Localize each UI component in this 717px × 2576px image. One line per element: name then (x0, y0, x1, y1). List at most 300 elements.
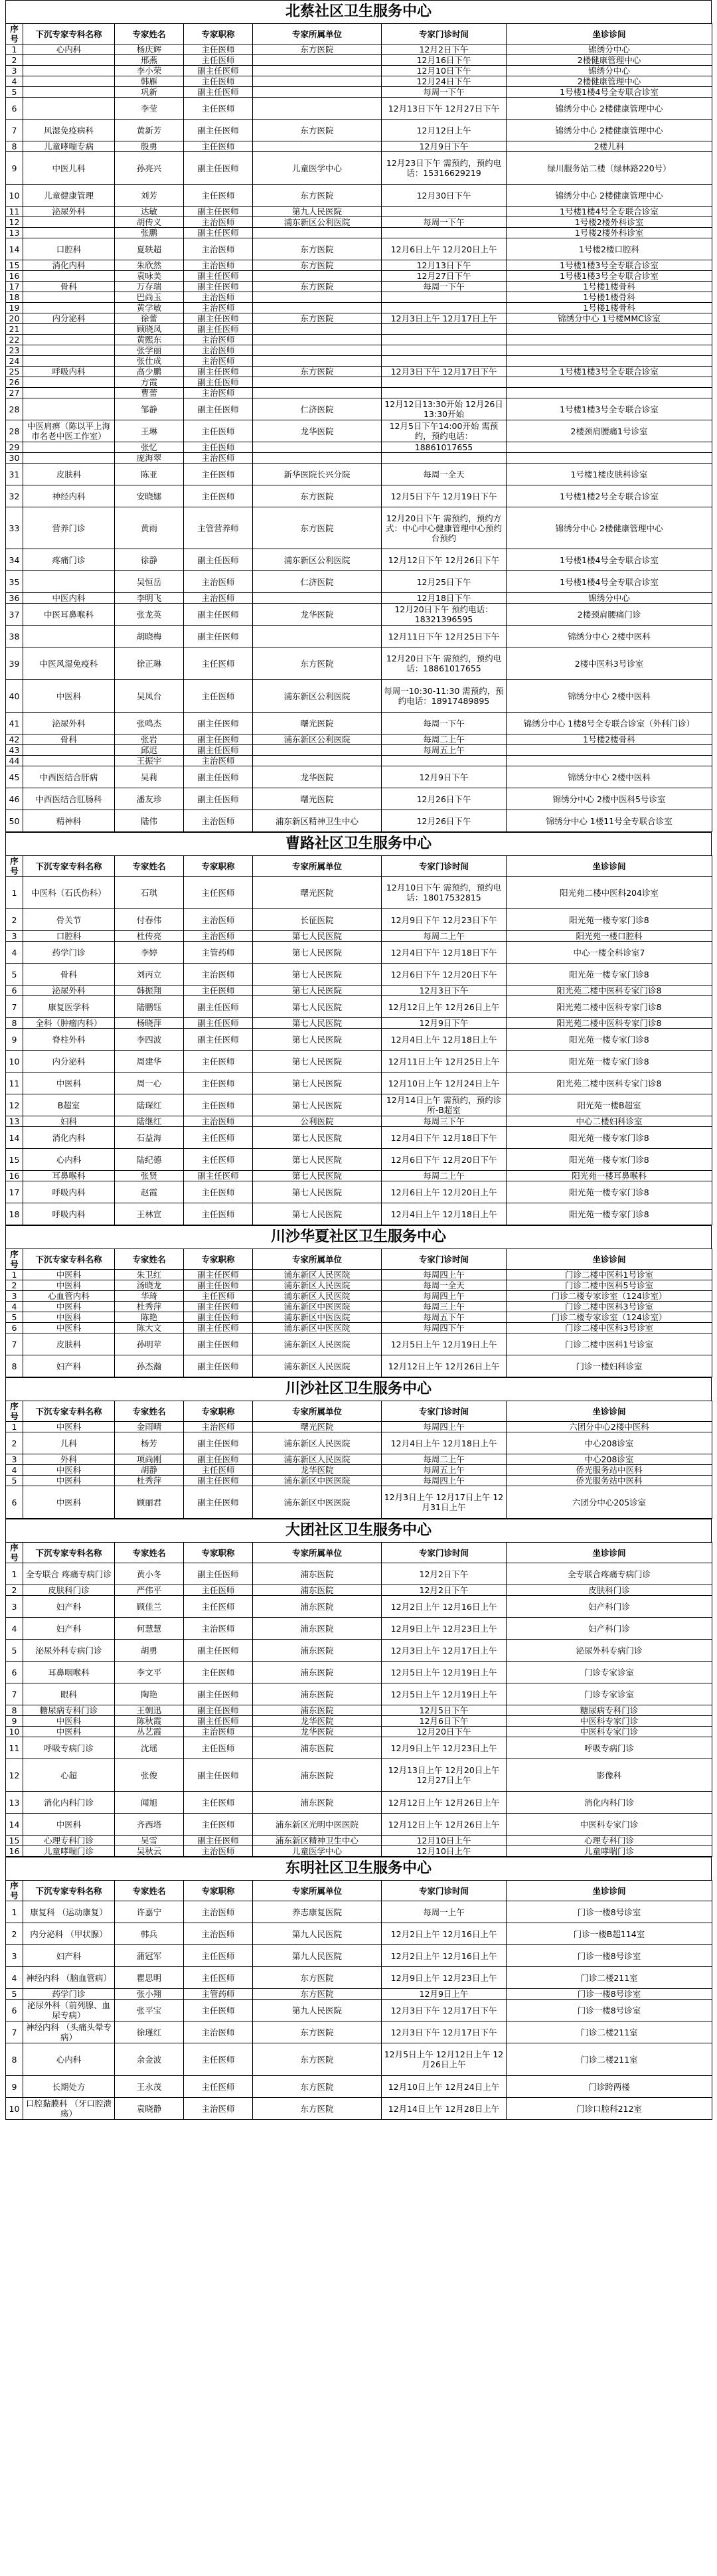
table-row (6, 464, 712, 485)
table-cell: 何慧慧 (115, 1618, 184, 1640)
table-cell: 门诊二楼211室 (507, 2043, 712, 2076)
table-cell: 每周五上午 (382, 745, 507, 756)
table-row (6, 986, 712, 996)
table-cell: 心理专科门诊 (23, 1836, 115, 1846)
table-cell: 12月9日下午 (382, 141, 507, 152)
table-cell: 1 (6, 44, 23, 55)
table-cell: 12月6日下午 (382, 1716, 507, 1727)
table-cell: 每周三下午 (382, 1116, 507, 1127)
table-cell: 锦绣分中心 (507, 593, 712, 604)
table-cell: 华琦 (115, 1291, 184, 1302)
table-row (6, 1476, 712, 1486)
table-cell: 42 (6, 734, 23, 745)
table-cell: 1号楼2楼外科诊室 (507, 228, 712, 238)
table-cell: 12月14日上午 需预约，预约诊所-B超室 (382, 1094, 507, 1116)
table-row (6, 1945, 712, 1967)
table-cell: 浦东新区精神卫生中心 (253, 1836, 382, 1846)
table-cell: 韩振翔 (115, 986, 184, 996)
table-cell: 8 (6, 2043, 23, 2076)
table-cell: 康复科 （运动康复） (23, 1901, 115, 1923)
table-cell: 副主任医师 (184, 1759, 253, 1792)
table-cell: 主任医师 (184, 464, 253, 485)
table-cell: 石琪 (115, 877, 184, 909)
table-row (6, 1171, 712, 1181)
table-cell: 主治医师 (184, 217, 253, 228)
table-cell: 主治医师 (184, 964, 253, 986)
table-cell: 12月4日上午 12月18日上午 (382, 1432, 507, 1454)
table-cell: 2 (6, 1432, 23, 1454)
table-cell (507, 453, 712, 464)
table-cell: 主治医师 (184, 571, 253, 593)
table-cell: 1号楼1楼4号全专联合诊室 (507, 571, 712, 593)
table-row (6, 1073, 712, 1094)
table-cell: 1 (6, 877, 23, 909)
table-cell: 张小翔 (115, 1989, 184, 2000)
table-cell: 门诊专家诊室 (507, 1662, 712, 1683)
table-cell (23, 76, 115, 87)
table-cell: 5 (6, 964, 23, 986)
table-cell: 张鸣杰 (115, 713, 184, 734)
table-cell: 7 (6, 996, 23, 1018)
table-cell: 中医科 (23, 1422, 115, 1432)
table-cell: 龙华医院 (253, 766, 382, 788)
table-row (6, 745, 712, 756)
table-cell: 副主任医师 (184, 271, 253, 282)
table-row (6, 2098, 712, 2120)
table-cell: 锦绣分中心 2楼健康管理中心 (507, 185, 712, 207)
table-cell: 12月13日下午 12月27日下午 (382, 98, 507, 120)
table-cell: 徐正琳 (115, 647, 184, 680)
table-cell: 12月20日下午 预约电话：18321396595 (382, 604, 507, 626)
table-cell: 韩雁 (115, 76, 184, 87)
table-cell: 5 (6, 1312, 23, 1323)
table-row (6, 1432, 712, 1454)
table-cell: 主任医师 (184, 1094, 253, 1116)
table-cell (507, 388, 712, 398)
table-cell: 副主任医师 (184, 713, 253, 734)
table-cell (507, 335, 712, 345)
center-title: 大团社区卫生服务中心 (5, 1519, 712, 1542)
table-row (6, 931, 712, 942)
table-cell: 呼吸内科 (23, 367, 115, 377)
table-row (6, 324, 712, 335)
table-cell: 主治医师 (184, 1923, 253, 1945)
table-cell: 龙华医院 (253, 604, 382, 626)
table-cell: 12月10日上午 12月24日上午 (382, 1073, 507, 1094)
schedule-table (5, 1542, 712, 1857)
table-cell: 1号楼1楼2号全专联合诊室 (507, 485, 712, 507)
table-cell: 沈瑶 (115, 1737, 184, 1759)
table-row (6, 141, 712, 152)
table-cell: 主任医师 (184, 1945, 253, 1967)
table-cell: 2 (6, 1585, 23, 1596)
table-cell: 主治医师 (184, 1727, 253, 1737)
table-cell: 主任医师 (184, 1291, 253, 1302)
table-row (6, 1640, 712, 1662)
table-cell: 药学门诊 (23, 1989, 115, 2000)
table-cell: 主治医师 (184, 345, 253, 356)
table-cell: 呼吸内科 (23, 1203, 115, 1225)
table-cell: 陈秋霞 (115, 1716, 184, 1727)
table-cell (23, 571, 115, 593)
table-cell: 心理专科门诊 (507, 1836, 712, 1846)
table-cell: 陆琛红 (115, 1094, 184, 1116)
table-cell (23, 745, 115, 756)
table-row (6, 356, 712, 367)
table-cell: 11 (6, 207, 23, 217)
table-cell: 夏轶超 (115, 238, 184, 260)
table-cell: 主治医师 (184, 238, 253, 260)
table-cell: 12月23日下午 需预约，预约电话：15316629219 (382, 152, 507, 185)
table-cell: 12月12日13:30开始 12月26日13:30开始 (382, 398, 507, 420)
table-cell: 泌尿外科专病门诊 (23, 1640, 115, 1662)
table-cell: 曙光医院 (253, 788, 382, 810)
table-cell: 第七人民医院 (253, 986, 382, 996)
table-cell: 12月3日上午 12月17日上午 (382, 313, 507, 324)
table-cell (23, 324, 115, 335)
table-cell: 周建华 (115, 1051, 184, 1073)
table-cell (23, 271, 115, 282)
table-cell: 阳光苑一楼专家门诊8 (507, 1149, 712, 1171)
table-cell: 主任医师 (184, 2000, 253, 2021)
table-cell: 副主任医师 (184, 996, 253, 1018)
table-cell: 1 (6, 1563, 23, 1585)
table-cell: 药学门诊 (23, 942, 115, 964)
table-cell: 陆继红 (115, 1116, 184, 1127)
table-cell (253, 303, 382, 313)
table-cell (253, 335, 382, 345)
table-cell: 1 (6, 1270, 23, 1280)
table-cell: 刘芳 (115, 185, 184, 207)
table-cell: 10 (6, 1727, 23, 1737)
table-cell: 32 (6, 485, 23, 507)
table-cell: 锦绣分中心 2楼中医科 (507, 766, 712, 788)
table-cell: 12月11日上午 12月25日上午 (382, 1051, 507, 1073)
schedule-table (5, 855, 712, 1225)
table-cell: 浦东新区人民医院 (253, 1432, 382, 1454)
table-cell: 5 (6, 1989, 23, 2000)
table-cell: 3 (6, 66, 23, 76)
table-row (6, 1029, 712, 1051)
table-cell (23, 356, 115, 367)
table-cell: 1号楼1楼骨科 (507, 282, 712, 292)
table-row (6, 398, 712, 420)
table-cell: 朱欣然 (115, 260, 184, 271)
table-cell: 12月11日下午 12月25日下午 (382, 626, 507, 647)
table-cell: 方霞 (115, 377, 184, 388)
table-cell: 12月9日上午 (382, 1989, 507, 2000)
table-cell: 12 (6, 1759, 23, 1792)
header-row (6, 1881, 712, 1901)
table-cell (253, 356, 382, 367)
table-cell: 徐静 (115, 549, 184, 571)
table-cell: 张贤 (115, 1171, 184, 1181)
table-cell: 皮肤科门诊 (23, 1585, 115, 1596)
table-cell: B超室 (23, 1094, 115, 1116)
center-title: 北蔡社区卫生服务中心 (5, 0, 712, 23)
table-cell: 儿童哮喘门诊 (507, 1846, 712, 1857)
table-cell: 每周一全天 (382, 464, 507, 485)
table-cell: 阳光苑二楼中医科204诊室 (507, 877, 712, 909)
table-cell: 中医肩痹（陈以平上海市名老中医工作室） (23, 420, 115, 442)
table-cell: 门诊二楼中医科1号诊室 (507, 1333, 712, 1355)
table-cell: 副主任医师 (184, 313, 253, 324)
table-cell: 8 (6, 1355, 23, 1377)
column-header: 坐诊诊间 (507, 856, 712, 877)
table-cell: 浦东医院 (253, 1618, 382, 1640)
table-cell: 赵霞 (115, 1181, 184, 1203)
table-cell: 12月14日上午 12月28日上午 (382, 2098, 507, 2120)
table-cell: 主任医师 (184, 2043, 253, 2076)
table-cell (23, 66, 115, 76)
table-cell: 浦东新区人民医院 (253, 1355, 382, 1377)
table-cell: 蒲冠军 (115, 1945, 184, 1967)
table-cell: 泌尿外科（前列腺、血尿专病） (23, 2000, 115, 2021)
table-row (6, 207, 712, 217)
table-cell: 顾晓凤 (115, 324, 184, 335)
table-cell: 泌尿外科 (23, 713, 115, 734)
table-cell: 12月9日上午 12月23日上午 (382, 1737, 507, 1759)
table-row (6, 55, 712, 66)
table-cell: 东方医院 (253, 313, 382, 324)
table-cell: 中医科专家门诊 (507, 1727, 712, 1737)
table-cell: 26 (6, 377, 23, 388)
table-cell: 呼吸内科 (23, 1181, 115, 1203)
table-cell: 12月10日上午 12月24日上午 (382, 2076, 507, 2098)
table-cell (507, 324, 712, 335)
table-row (6, 593, 712, 604)
table-cell: 杜秀萍 (115, 1302, 184, 1312)
table-cell: 12月24日下午 (382, 76, 507, 87)
table-cell: 40 (6, 680, 23, 713)
table-row (6, 1280, 712, 1291)
table-row (6, 1737, 712, 1759)
table-cell: 吴莉 (115, 766, 184, 788)
column-header: 专家职称 (184, 856, 253, 877)
table-cell: 副主任医师 (184, 766, 253, 788)
table-cell: 12 (6, 217, 23, 228)
column-header: 专家所属单位 (253, 1401, 382, 1422)
table-cell: 1号楼1楼3号全专联合诊室 (507, 367, 712, 377)
table-row (6, 766, 712, 788)
table-cell (382, 345, 507, 356)
table-cell: 锦绣分中心 2楼中医科 (507, 680, 712, 713)
table-row (6, 1967, 712, 1989)
table-row (6, 1836, 712, 1846)
table-cell: 阳光苑一楼耳鼻喉科 (507, 1171, 712, 1181)
table-cell: 每周二上午 (382, 931, 507, 942)
table-cell: 儿科 (23, 1432, 115, 1454)
table-cell: 7 (6, 120, 23, 141)
header-row (6, 856, 712, 877)
table-cell: 心血管内科 (23, 1291, 115, 1302)
table-cell: 周一心 (115, 1073, 184, 1094)
table-cell: 妇产科 (23, 1355, 115, 1377)
table-cell: 绿川服务站二楼（绿林路220号） (507, 152, 712, 185)
table-cell (382, 356, 507, 367)
table-cell: 副主任医师 (184, 398, 253, 420)
table-cell: 口腔科 (23, 931, 115, 942)
table-cell: 浦东新区精神卫生中心 (253, 810, 382, 832)
table-cell: 浦东新区人民医院 (253, 1333, 382, 1355)
column-header: 专家职称 (184, 1543, 253, 1563)
table-cell: 主治医师 (184, 2021, 253, 2043)
table-cell: 12月20日下午 需预约，预约方式：中心中心健康管理中心预约台预约 (382, 507, 507, 549)
table-cell: 12月3日上午 12月17日上午 12月31日上午 (382, 1486, 507, 1519)
table-cell: 长征医院 (253, 909, 382, 931)
table-cell: 中心一楼全科诊室7 (507, 942, 712, 964)
table-cell: 第七人民医院 (253, 1149, 382, 1171)
table-cell: 东方医院 (253, 507, 382, 549)
table-cell: 副主任医师 (184, 1683, 253, 1705)
table-cell: 锦绣分中心 2楼健康管理中心 (507, 120, 712, 141)
table-cell: 浦东新区人民医院 (253, 1270, 382, 1280)
table-cell: 阳光苑二楼中医科专家门诊8 (507, 1073, 712, 1094)
column-header: 专家门诊时间 (382, 1401, 507, 1422)
table-cell (507, 442, 712, 453)
table-cell: 12月20日下午 (382, 1727, 507, 1737)
table-cell: 副主任医师 (184, 1432, 253, 1454)
table-cell: 主治医师 (184, 356, 253, 367)
table-row (6, 271, 712, 282)
table-cell (507, 745, 712, 756)
table-cell: 曙光医院 (253, 1422, 382, 1432)
table-cell: 中医科 (23, 1280, 115, 1291)
table-cell: 陆伟 (115, 810, 184, 832)
table-cell: 7 (6, 1683, 23, 1705)
table-cell: 15 (6, 1149, 23, 1171)
table-cell: 陶艳 (115, 1683, 184, 1705)
table-row (6, 571, 712, 593)
table-cell: 杨芳 (115, 1432, 184, 1454)
table-cell: 王振宇 (115, 756, 184, 766)
table-cell: 耳鼻喉科 (23, 1171, 115, 1181)
table-cell (253, 453, 382, 464)
table-cell: 副主任医师 (184, 1312, 253, 1323)
table-cell (23, 442, 115, 453)
header-row (6, 1401, 712, 1422)
table-cell: 9 (6, 1029, 23, 1051)
table-cell: 曙光医院 (253, 713, 382, 734)
table-cell: 主任医师 (184, 442, 253, 453)
table-cell: 主任医师 (184, 76, 253, 87)
table-cell: 2楼颈肩腰痛门诊 (507, 604, 712, 626)
table-cell: 锦绣分中心 (507, 44, 712, 55)
table-row (6, 942, 712, 964)
table-cell: 主任医师 (184, 1737, 253, 1759)
table-row (6, 877, 712, 909)
table-cell: 1号楼1楼皮肤科诊室 (507, 464, 712, 485)
table-cell: 泌尿外科专病门诊 (507, 1640, 712, 1662)
table-cell: 仁济医院 (253, 571, 382, 593)
table-cell: 39 (6, 647, 23, 680)
table-cell: 心内科 (23, 44, 115, 55)
table-cell: 吴恒岳 (115, 571, 184, 593)
table-cell (23, 377, 115, 388)
table-cell: 副主任医师 (184, 1836, 253, 1846)
table-cell: 东方医院 (253, 2021, 382, 2043)
table-row (6, 1792, 712, 1814)
table-cell: 主任医师 (184, 1585, 253, 1596)
table-cell (382, 228, 507, 238)
table-cell: 46 (6, 788, 23, 810)
table-cell: 阳光苑一楼口腔科 (507, 931, 712, 942)
table-cell: 副主任医师 (184, 1171, 253, 1181)
table-cell: 皮肤科 (23, 1333, 115, 1355)
table-cell: 6 (6, 2000, 23, 2021)
table-cell: 副主任医师 (184, 1454, 253, 1465)
table-cell: 10 (6, 1051, 23, 1073)
table-cell: 33 (6, 507, 23, 549)
table-row (6, 1585, 712, 1596)
table-cell: 锦绣分中心 2楼中医科 (507, 626, 712, 647)
table-cell: 黄雨 (115, 507, 184, 549)
table-cell: 12月18日下午 (382, 593, 507, 604)
table-cell: 1号楼1楼骨科 (507, 303, 712, 313)
table-cell: 余金波 (115, 2043, 184, 2076)
table-cell: 阳光苑一楼专家门诊8 (507, 1029, 712, 1051)
table-cell: 李小荣 (115, 66, 184, 76)
table-cell: 张鹏 (115, 228, 184, 238)
table-cell: 8 (6, 1018, 23, 1029)
table-cell: 23 (6, 345, 23, 356)
table-cell: 副主任医师 (184, 282, 253, 292)
header-row (6, 24, 712, 44)
column-header: 专家职称 (184, 1881, 253, 1901)
table-cell: 庞海翠 (115, 453, 184, 464)
table-cell: 主管营养师 (184, 507, 253, 549)
table-cell: 妇产科门诊 (507, 1596, 712, 1618)
column-header: 专家门诊时间 (382, 24, 507, 44)
table-cell: 每周一下午 (382, 217, 507, 228)
table-cell (23, 292, 115, 303)
table-cell: 浦东新区中医医院 (253, 1312, 382, 1323)
table-row (6, 1846, 712, 1857)
table-cell: 12月2日上午 12月16日上午 (382, 1923, 507, 1945)
table-cell: 主管药师 (184, 1989, 253, 2000)
table-cell: 11 (6, 1737, 23, 1759)
table-row (6, 1094, 712, 1116)
column-header: 专家所属单位 (253, 856, 382, 877)
table-cell (382, 292, 507, 303)
table-cell: 东方医院 (253, 1989, 382, 2000)
table-cell (382, 388, 507, 398)
table-cell: 浦东医院 (253, 1759, 382, 1792)
table-row (6, 1759, 712, 1792)
table-cell: 41 (6, 713, 23, 734)
table-cell: 浦东新区公利医院 (253, 549, 382, 571)
table-cell: 主任医师 (184, 1814, 253, 1836)
table-cell: 内分泌科 (23, 1051, 115, 1073)
table-cell: 主任医师 (184, 1051, 253, 1073)
table-cell (253, 141, 382, 152)
table-row (6, 2043, 712, 2076)
table-cell: 万存瑞 (115, 282, 184, 292)
table-cell: 邢燕 (115, 55, 184, 66)
table-cell: 门诊一楼8号诊室 (507, 2000, 712, 2021)
table-cell: 汤晓龙 (115, 1280, 184, 1291)
table-cell: 第七人民医院 (253, 1127, 382, 1149)
table-cell: 12月13日下午 (382, 260, 507, 271)
table-row (6, 1116, 712, 1127)
table-cell: 陆鹏钰 (115, 996, 184, 1018)
table-cell: 张俊 (115, 1759, 184, 1792)
table-row (6, 507, 712, 549)
table-cell: 12月10日下午 (382, 66, 507, 76)
table-cell: 浦东新区中医医院 (253, 1302, 382, 1312)
table-cell: 高少鹏 (115, 367, 184, 377)
table-cell: 浦东新区人民医院 (253, 1280, 382, 1291)
